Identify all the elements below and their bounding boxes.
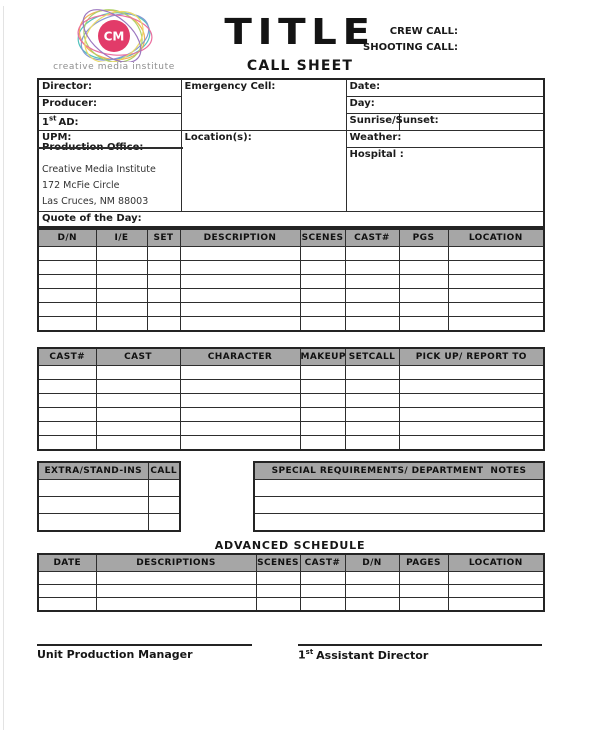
empty-cell [448,275,544,289]
hospital-field [346,147,544,211]
document-title: TITLE [224,12,376,53]
column-header-pages: PAGES [399,554,448,572]
empty-cell [399,408,544,422]
empty-cell [96,247,147,261]
empty-cell [96,275,147,289]
date-label: Date: [349,81,381,92]
table-row [38,247,544,261]
empty-cell [345,275,399,289]
empty-cell [399,436,544,451]
empty-cell [96,408,180,422]
empty-cell [345,436,399,451]
column-header-scenes: SCENES [256,554,300,572]
empty-cell [345,380,399,394]
empty-cell [399,261,448,275]
table-row [38,598,544,612]
column-header-character: CHARACTER [180,348,300,366]
empty-cell [96,394,180,408]
page-edge-line [3,6,4,730]
cast-table [37,347,545,451]
emergency-cell-label: Emergency Cell: [184,81,276,92]
column-header-makeup: MAKEUP [300,348,345,366]
empty-cell [180,275,300,289]
production-office-field [38,147,181,211]
empty-cell [256,598,300,612]
scan-line [37,147,183,149]
empty-cell [96,598,256,612]
empty-cell [38,380,96,394]
empty-cell [180,408,300,422]
empty-cell [147,317,180,332]
ad-signature-label: 1st Assistant Director [298,648,429,662]
table-row [38,497,180,514]
empty-cell [180,366,300,380]
table-row [38,408,544,422]
empty-cell [256,585,300,598]
empty-cell [345,585,399,598]
emergency-cell-field [181,79,346,130]
column-header-extras: EXTRA/STAND-INS [38,462,148,480]
column-header-date: DATE [38,554,96,572]
address-line: Creative Media Institute [42,163,156,175]
table-row [38,211,544,227]
producer-label: Producer: [42,97,98,109]
empty-cell [38,261,96,275]
empty-cell [300,275,345,289]
empty-cell [300,247,345,261]
empty-cell [300,585,345,598]
empty-cell [399,275,448,289]
empty-cell [38,514,148,532]
column-header-setcall: SETCALL [345,348,399,366]
empty-cell [300,317,345,332]
weather-field [346,130,544,147]
empty-cell [399,598,448,612]
director-field [38,79,181,96]
empty-cell [38,497,148,514]
table-header-row [38,229,544,247]
table-row [38,436,544,451]
empty-cell [96,572,256,585]
table-header-row [38,554,544,572]
first-ad-field [38,113,181,130]
empty-cell [96,317,147,332]
address-line: 172 McFie Circle [42,179,120,191]
quote-field [38,211,544,227]
empty-cell [38,422,96,436]
empty-cell [147,303,180,317]
empty-cell [399,247,448,261]
empty-cell [96,261,147,275]
empty-cell [96,380,180,394]
empty-cell [399,380,544,394]
empty-cell [399,317,448,332]
empty-cell [38,317,96,332]
empty-cell [256,572,300,585]
empty-cell [300,289,345,303]
empty-cell [300,380,345,394]
empty-cell [399,394,544,408]
table-row [38,514,180,532]
empty-cell [38,598,96,612]
empty-cell [399,422,544,436]
empty-cell [300,394,345,408]
column-header-dn: D/N [38,229,96,247]
first-ad-label: 1st AD: [42,114,79,128]
table-row [38,261,544,275]
empty-cell [96,422,180,436]
empty-cell [254,497,544,514]
hospital-label: Hospital : [349,148,404,160]
shooting-call-label: SHOOTING CALL: [363,42,458,53]
column-header-cast: CAST [96,348,180,366]
table-row [38,317,544,332]
upm-label: UPM: [42,131,72,143]
empty-cell [300,436,345,451]
empty-cell [345,317,399,332]
empty-cell [254,514,544,532]
empty-cell [180,436,300,451]
empty-cell [300,261,345,275]
empty-cell [180,422,300,436]
cmi-org-name: creative media institute [53,62,175,72]
empty-cell [345,289,399,303]
table-row [38,303,544,317]
production-office-address [42,162,178,210]
empty-cell [300,572,345,585]
empty-cell [345,303,399,317]
empty-cell [148,497,180,514]
empty-cell [345,394,399,408]
producer-field [38,96,181,113]
locations-field [181,130,346,211]
empty-cell [38,480,148,497]
empty-cell [399,289,448,303]
column-header-cast-number: CAST# [38,348,96,366]
empty-cell [180,394,300,408]
empty-cell [147,275,180,289]
table-row [38,366,544,380]
table-row [38,394,544,408]
empty-cell [180,247,300,261]
empty-cell [345,261,399,275]
empty-cell [399,585,448,598]
empty-cell [300,598,345,612]
table-row [38,275,544,289]
upm-signature-line [37,644,252,646]
table-row [254,480,544,497]
cmi-monogram: CM [103,29,125,44]
table-row [38,380,544,394]
empty-cell [147,289,180,303]
scene-table [37,228,545,332]
advanced-schedule-table [37,553,545,612]
column-header-special-requirements: SPECIAL REQUIREMENTS/ DEPARTMENT NOTES [254,462,544,480]
empty-cell [38,366,96,380]
empty-cell [96,436,180,451]
upm-signature-label: Unit Production Manager [37,648,193,661]
empty-cell [345,422,399,436]
empty-cell [399,572,448,585]
empty-cell [345,572,399,585]
column-header-cast: CAST# [345,229,399,247]
empty-cell [180,289,300,303]
special-requirements-table [253,461,545,532]
table-row [38,585,544,598]
director-label: Director: [42,81,92,92]
production-info-table [37,78,545,228]
ad-signature-line [298,644,542,646]
sunrise-sunset-label: Sunrise/Sunset: [349,114,439,126]
document-subtitle: CALL SHEET [246,58,354,74]
empty-cell [300,422,345,436]
empty-cell [147,247,180,261]
day-field [346,96,544,113]
table-row [38,79,544,96]
table-row [38,422,544,436]
column-header-dn: D/N [345,554,399,572]
table-header-row [38,348,544,366]
date-field [346,79,544,96]
column-header-set: SET [147,229,180,247]
empty-cell [399,303,448,317]
empty-cell [96,585,256,598]
empty-cell [38,408,96,422]
empty-cell [345,366,399,380]
column-header-pickup: PICK UP/ REPORT TO [399,348,544,366]
empty-cell [148,514,180,532]
column-header-pgs: PGS [399,229,448,247]
empty-cell [345,598,399,612]
empty-cell [300,303,345,317]
empty-cell [38,436,96,451]
empty-cell [180,303,300,317]
column-header-location: LOCATION [448,229,544,247]
column-header-location: LOCATION [448,554,544,572]
column-header-descriptions: DESCRIPTIONS [96,554,256,572]
empty-cell [147,261,180,275]
sunrise-sunset-field [346,113,439,130]
table-row [38,289,544,303]
column-header-description: DESCRIPTION [180,229,300,247]
empty-cell [448,289,544,303]
empty-cell [448,598,544,612]
empty-cell [96,303,147,317]
crew-call-label: CREW CALL: [389,26,458,37]
empty-cell [38,394,96,408]
empty-cell [38,303,96,317]
table-header-row [254,462,544,480]
extras-table [37,461,181,532]
locations-label: Location(s): [184,131,252,143]
table-header-row [38,462,180,480]
column-header-ie: I/E [96,229,147,247]
empty-cell [345,408,399,422]
empty-cell [180,380,300,394]
empty-cell [448,572,544,585]
quote-label: Quote of the Day: [42,212,142,224]
column-header-scenes: SCENES [300,229,345,247]
day-label: Day: [349,97,375,109]
empty-cell [300,408,345,422]
empty-cell [300,366,345,380]
empty-cell [96,289,147,303]
advanced-schedule-title: ADVANCED SCHEDULE [214,539,366,552]
empty-cell [448,247,544,261]
empty-cell [38,585,96,598]
table-row [38,572,544,585]
address-line: Las Cruces, NM 88003 [42,195,149,207]
empty-cell [180,261,300,275]
empty-cell [448,585,544,598]
weather-label: Weather: [349,131,402,143]
call-times-block [363,24,458,56]
empty-cell [38,247,96,261]
empty-cell [38,275,96,289]
empty-cell [345,247,399,261]
empty-cell [148,480,180,497]
empty-cell [448,317,544,332]
column-header-cast-number: CAST# [300,554,345,572]
empty-cell [399,366,544,380]
empty-cell [180,317,300,332]
empty-cell [254,480,544,497]
empty-cell [448,303,544,317]
table-row [254,514,544,532]
empty-cell [38,572,96,585]
empty-cell [448,261,544,275]
column-header-call: CALL [148,462,180,480]
table-row [38,480,180,497]
empty-cell [96,366,180,380]
table-row [254,497,544,514]
empty-cell [38,289,96,303]
